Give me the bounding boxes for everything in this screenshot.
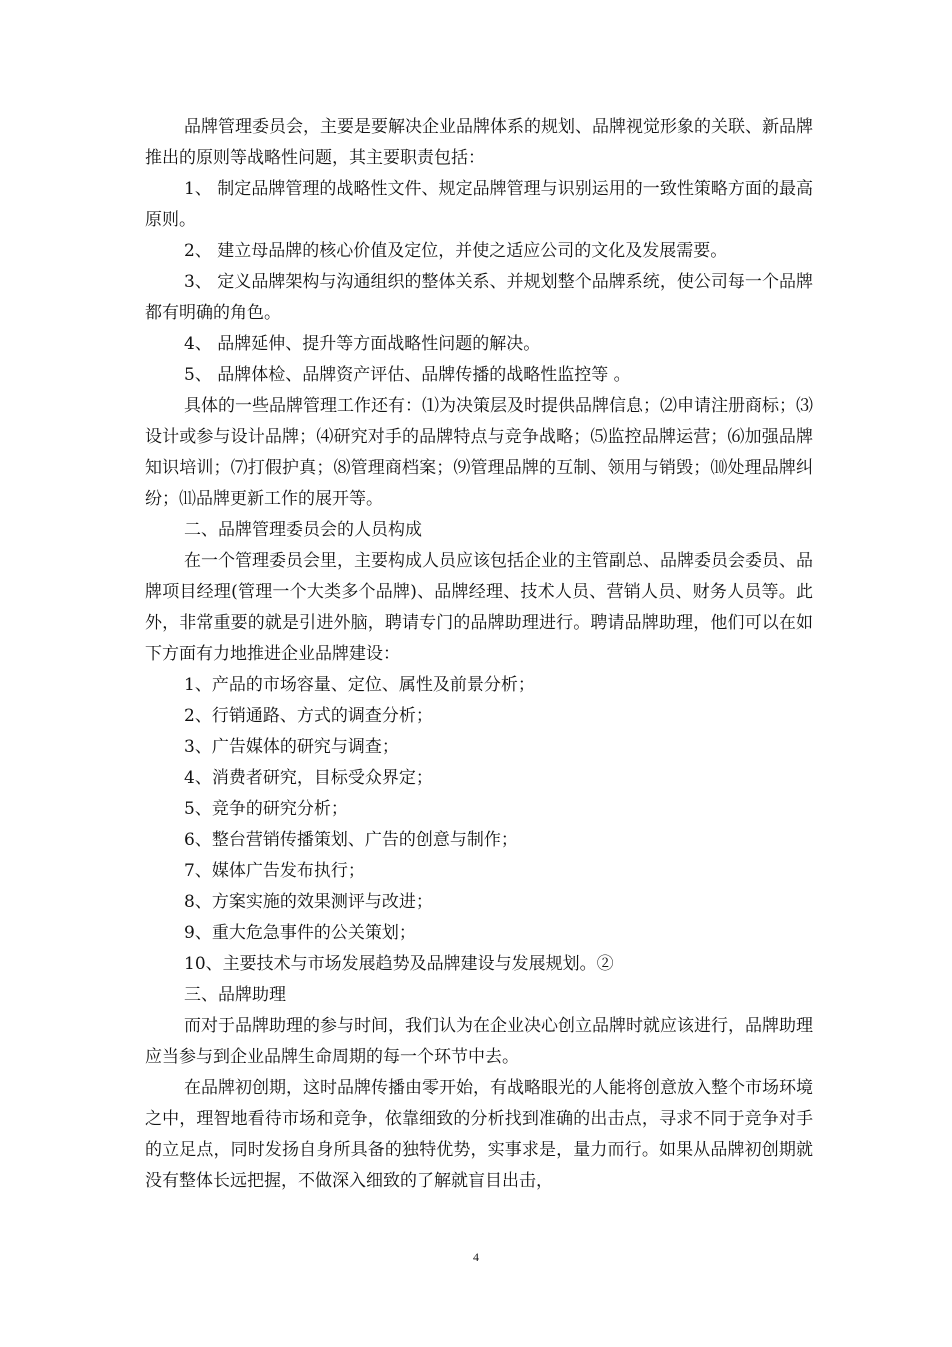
list-item: 7、媒体广告发布执行； (184, 861, 365, 881)
body-text (145, 112, 813, 1197)
list-item: 3、广告媒体的研究与调查； (184, 737, 399, 757)
list-item: 2、行销通路、方式的调查分析； (184, 706, 433, 726)
paragraph: 而对于品牌助理的参与时间，我们认为在企业决心创立品牌时就应该进行，品牌助理应当参与到企业品牌生命周期的每一个环节中去。 (145, 1016, 813, 1067)
paragraph: 品牌管理委员会，主要是要解决企业品牌体系的规划、品牌视觉形象的关联、新品牌推出的原则等战略性问题，其主要职责包括： (145, 117, 813, 168)
list-item: 9、重大危急事件的公关策划； (184, 923, 416, 943)
list-item: 4、消费者研究，目标受众界定； (184, 768, 433, 788)
paragraph: 在品牌初创期，这时品牌传播由零开始，有战略眼光的人能将创意放入整个市场环境之中，理智地看待市场和竞争，依靠细致的分析找到准确的出击点，寻求不同于竞争对手的立足点，同时发扬自身所具备的独特优势，实事求是，量力而行。如果从品牌初创期就没有整体长远把握，不做深入细致的了解就盲目出击， (145, 1078, 813, 1191)
paragraph: 3、 定义品牌架构与沟通组织的整体关系、并规划整个品牌系统，使公司每一个品牌都有明确的角色。 (145, 272, 813, 323)
list-item: 5、竞争的研究分析； (184, 799, 348, 819)
paragraph: 具体的一些品牌管理工作还有：⑴为决策层及时提供品牌信息；⑵申请注册商标；⑶设计或参与设计品牌；⑷研究对手的品牌特点与竞争战略；⑸监控品牌运营；⑹加强品牌知识培训；⑺打假护真；⑻管理商档案；⑼管理品牌的互制、领用与销毁；⑽处理品牌纠纷；⑾品牌更新工作的展开等。 (145, 396, 813, 509)
list-item: 1、产品的市场容量、定位、属性及前景分析； (184, 675, 535, 695)
section-heading: 二、品牌管理委员会的人员构成 (184, 520, 422, 540)
paragraph: 1、 制定品牌管理的战略性文件、规定品牌管理与识别运用的一致性策略方面的最高原则。 (145, 179, 813, 230)
paragraph: 在一个管理委员会里，主要构成人员应该包括企业的主管副总、品牌委员会委员、品牌项目经理(管理一个大类多个品牌)、品牌经理、技术人员、营销人员、财务人员等。此外，非常重要的就是引进外脑，聘请专门的品牌助理进行。聘请品牌助理，他们可以在如下方面有力地推进企业品牌建设： (145, 551, 813, 664)
page-number: 4 (473, 1250, 479, 1264)
paragraph: 4、 品牌延伸、提升等方面战略性问题的解决。 (184, 334, 541, 354)
section-heading: 三、品牌助理 (184, 985, 286, 1005)
list-item: 10、主要技术与市场发展趋势及品牌建设与发展规划。② (184, 954, 614, 974)
paragraph: 5、 品牌体检、品牌资产评估、品牌传播的战略性监控等 。 (184, 365, 631, 385)
paragraph: 2、 建立母品牌的核心价值及定位，并使之适应公司的文化及发展需要。 (184, 241, 728, 261)
list-item: 6、整台营销传播策划、广告的创意与制作； (184, 830, 518, 850)
list-item: 8、方案实施的效果测评与改进； (184, 892, 433, 912)
